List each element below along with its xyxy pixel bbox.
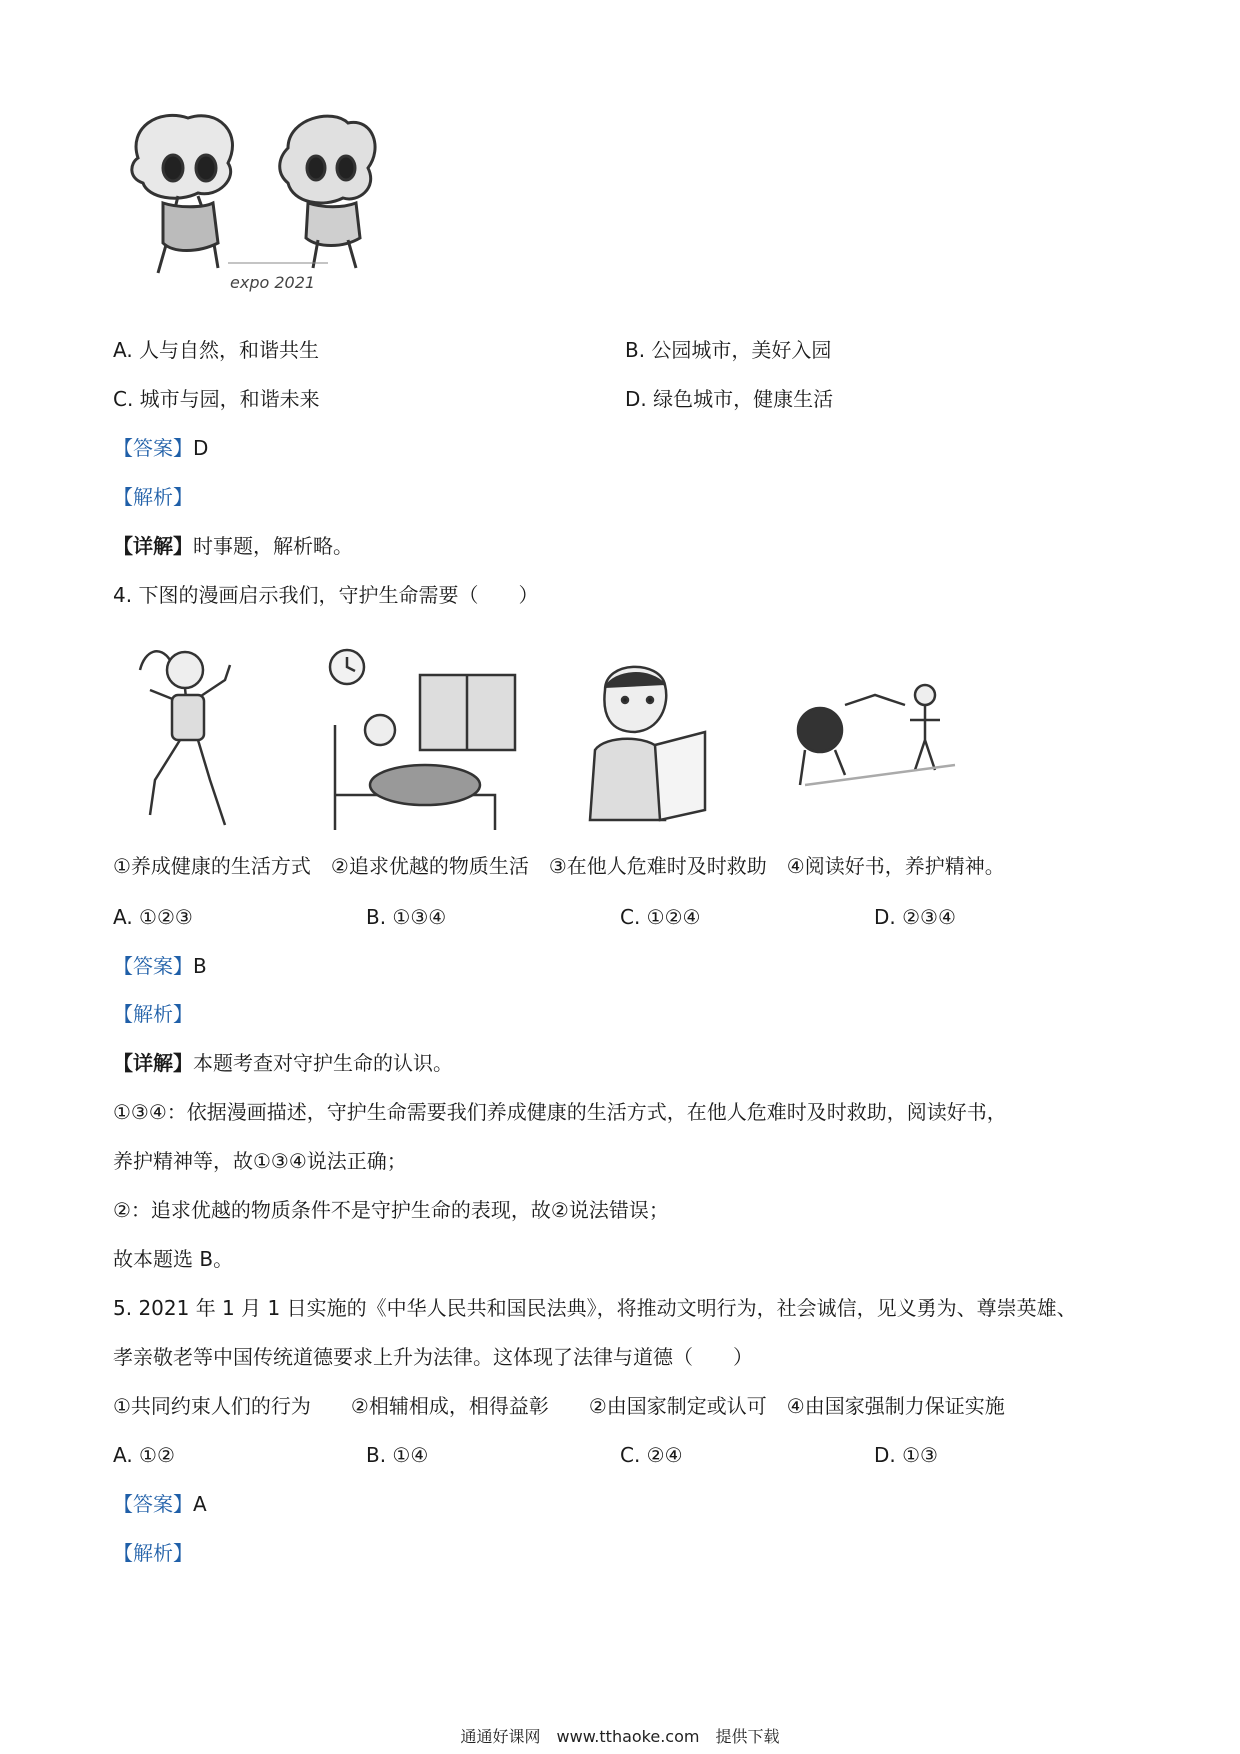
q4-detail xyxy=(113,1049,453,1077)
q5-option-c: C. ②④ xyxy=(620,1443,683,1467)
q5-statements: ①共同约束人们的行为 ②相辅相成，相得益彰 ②由国家制定或认可 ④由国家强制力保证实施 xyxy=(113,1394,1005,1418)
comic-sleeping-boy-image xyxy=(325,645,525,835)
comic-rescue-image xyxy=(785,675,965,815)
q4-answer xyxy=(113,952,207,980)
q5-option-a: A. ①② xyxy=(113,1443,175,1467)
q5-option-d: D. ①③ xyxy=(874,1443,938,1467)
q4-option-b: B. ①③④ xyxy=(366,905,447,929)
q4-option-c: C. ①②④ xyxy=(620,905,701,929)
q5-answer xyxy=(113,1490,207,1518)
q4-explain-line-3: ②：追求优越的物质条件不是守护生命的表现，故②说法错误； xyxy=(113,1198,669,1222)
q4-analysis xyxy=(113,1000,193,1028)
q4-explain-line-1: ①③④：依据漫画描述，守护生命需要我们养成健康的生活方式，在他人危难时及时救助，阅读好书， xyxy=(113,1100,1007,1124)
q3-answer xyxy=(113,434,208,462)
answer-label: 【答案】 xyxy=(113,436,193,460)
q4-statements: ①养成健康的生活方式 ②追求优越的物质生活 ③在他人危难时及时救助 ④阅读好书，养护精神。 xyxy=(113,854,1005,878)
q5-stem-line-2: 孝亲敬老等中国传统道德要求上升为法律。这体现了法律与道德（ ） xyxy=(113,1345,753,1369)
q5-option-b: B. ①④ xyxy=(366,1443,429,1467)
q3-option-d: D. 绿色城市，健康生活 xyxy=(625,387,834,411)
expo-logo-text: expo 2021 xyxy=(230,273,316,292)
q3-analysis xyxy=(113,483,193,511)
q4-explain-line-4: 故本题选 B。 xyxy=(113,1247,234,1271)
page-footer: 通通好课网 www.tthaoke.com 提供下载 xyxy=(460,1727,780,1746)
q3-option-b: B. 公园城市，美好入园 xyxy=(625,338,832,362)
detail-label: 【详解】 xyxy=(113,534,193,558)
q4-explain-line-2: 养护精神等，故①③④说法正确； xyxy=(113,1149,407,1173)
expo-mascot-image xyxy=(118,108,418,308)
q5-stem-line-1: 5. 2021 年 1 月 1 日实施的《中华人民共和国民法典》，将推动文明行为，社会诚信，见义勇为、尊崇英雄、 xyxy=(113,1296,1077,1320)
answer-label: 【答案】 xyxy=(113,954,193,978)
analysis-label: 【解析】 xyxy=(113,1541,193,1565)
answer-value: A xyxy=(193,1492,207,1516)
q4-option-d: D. ②③④ xyxy=(874,905,956,929)
q3-option-c: C. 城市与园，和谐未来 xyxy=(113,387,320,411)
detail-text: 时事题，解析略。 xyxy=(193,534,353,558)
answer-value: B xyxy=(193,954,207,978)
q4-option-a: A. ①②③ xyxy=(113,905,193,929)
answer-label: 【答案】 xyxy=(113,1492,193,1516)
comic-reading-boy-image xyxy=(580,660,720,830)
q3-detail xyxy=(113,532,353,560)
comic-running-girl-image xyxy=(130,640,270,840)
analysis-label: 【解析】 xyxy=(113,1002,193,1026)
detail-text: 本题考查对守护生命的认识。 xyxy=(193,1051,453,1075)
q3-option-a: A. 人与自然，和谐共生 xyxy=(113,338,320,362)
detail-label: 【详解】 xyxy=(113,1051,193,1075)
answer-value: D xyxy=(193,436,209,460)
q4-stem: 4. 下图的漫画启示我们，守护生命需要（ ） xyxy=(113,583,539,607)
q5-analysis xyxy=(113,1539,193,1567)
analysis-label: 【解析】 xyxy=(113,485,193,509)
